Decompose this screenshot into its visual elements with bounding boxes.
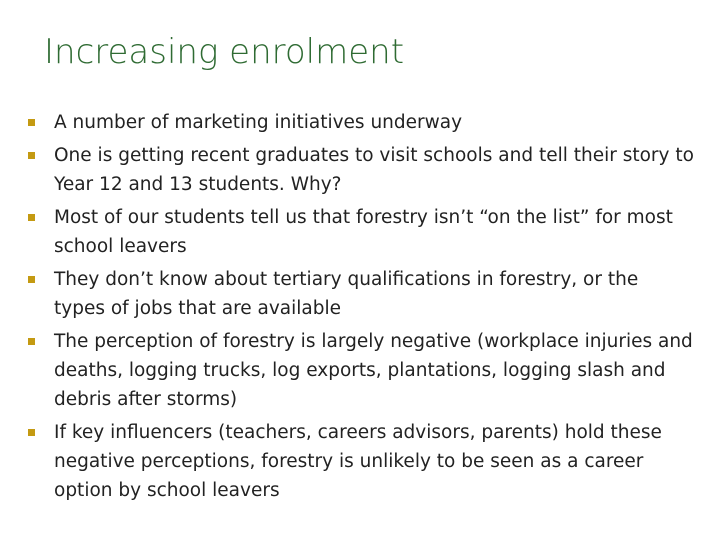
bullet-text: A number of marketing initiatives underway	[54, 112, 463, 133]
slide-title: Increasing enrolment	[44, 32, 405, 72]
bullet-text: They don’t know about tertiary qualifications in forestry, or the types of jobs that are available	[54, 269, 639, 319]
square-bullet-icon	[28, 276, 35, 283]
bullet-text: One is getting recent graduates to visit schools and tell their story to Year 12 and 13 students. Why?	[54, 145, 694, 195]
bullet-item	[24, 327, 694, 414]
square-bullet-icon	[28, 152, 35, 159]
square-bullet-icon	[28, 429, 35, 436]
square-bullet-icon	[28, 119, 35, 126]
square-bullet-icon	[28, 338, 35, 345]
bullet-item	[24, 141, 694, 199]
bullet-item	[24, 108, 694, 137]
bullet-text: If key influencers (teachers, careers advisors, parents) hold these negative perceptions, forestry is unlikely to be seen as a career option by school leavers	[54, 422, 662, 501]
bullet-text: Most of our students tell us that forestry isn’t “on the list” for most school leavers	[54, 207, 673, 257]
bullet-item	[24, 203, 694, 261]
square-bullet-icon	[28, 214, 35, 221]
bullet-item	[24, 418, 694, 505]
bullet-list	[24, 108, 694, 509]
bullet-text: The perception of forestry is largely negative (workplace injuries and deaths, logging trucks, log exports, plantations, logging slash and debris after storms)	[54, 331, 693, 410]
bullet-item	[24, 265, 694, 323]
